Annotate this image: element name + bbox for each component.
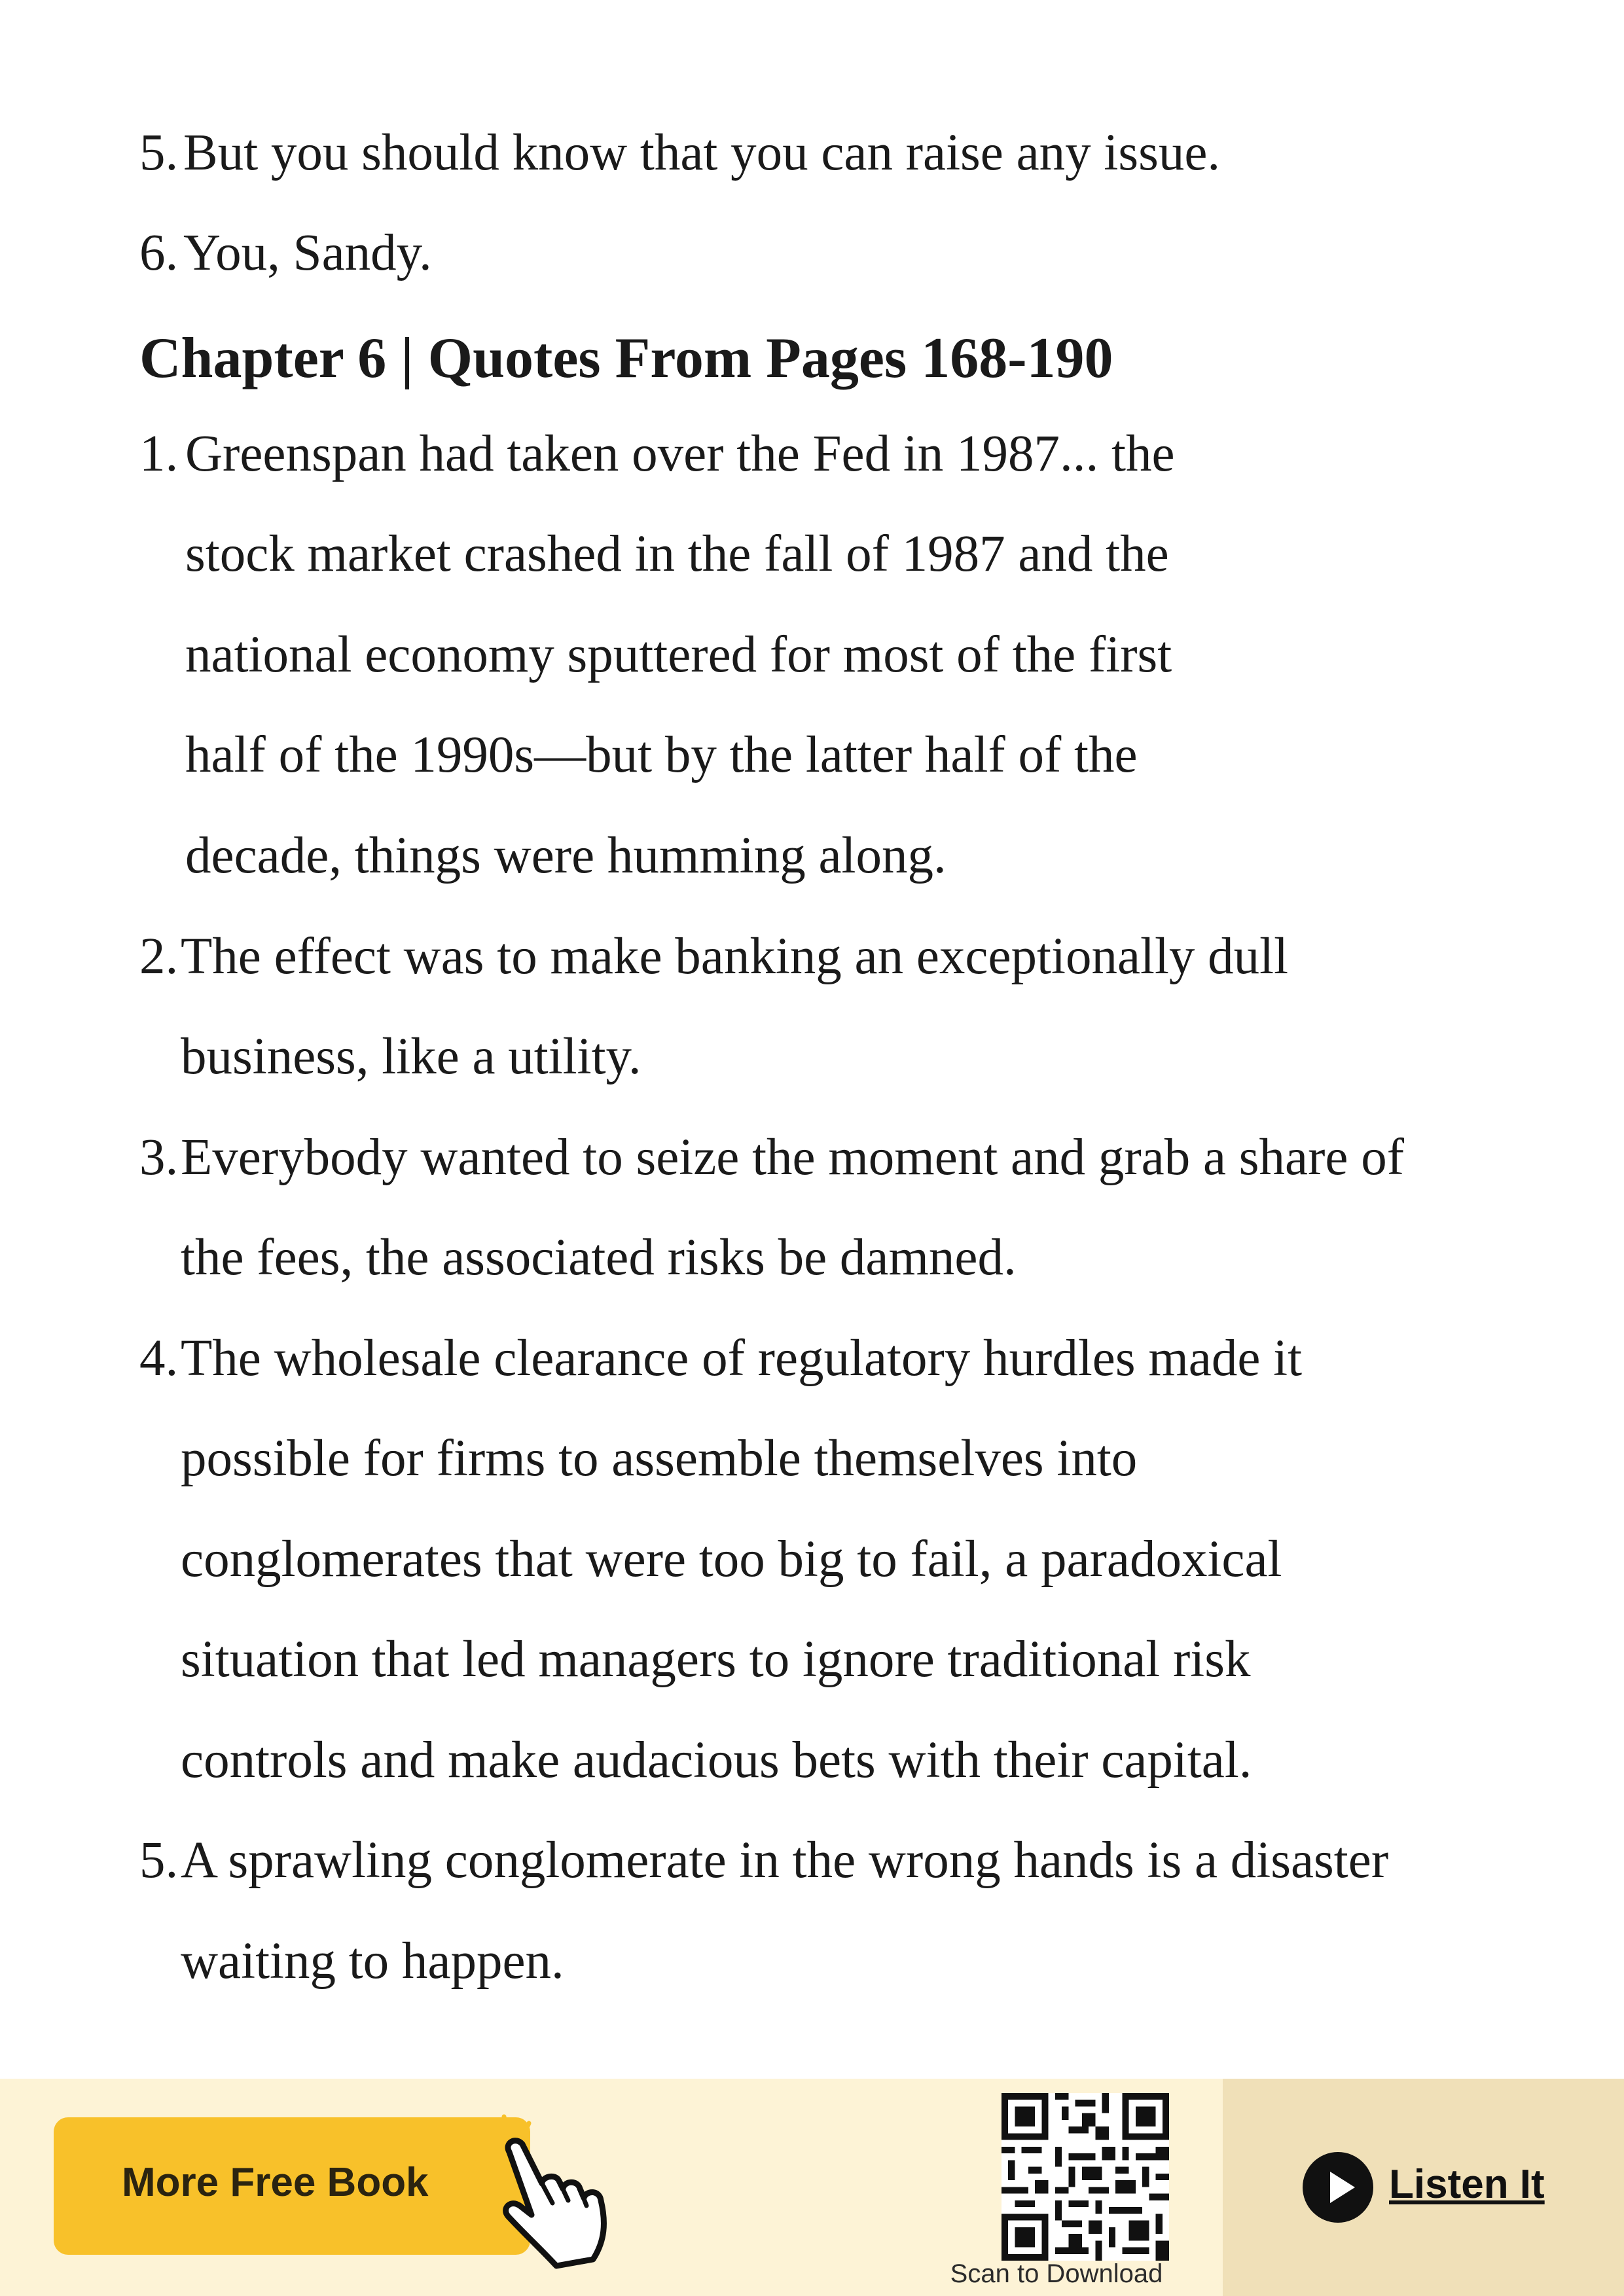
quote-line: half of the 1990s—but by the latter half of the <box>185 726 1138 783</box>
quote-line: the fees, the associated risks be damned. <box>181 1229 1017 1286</box>
quote-item: 5.A sprawling conglomerate in the wrong hands is a disaster <box>139 1832 1389 1889</box>
footer-banner <box>0 2079 1624 2296</box>
scan-to-download-label: Scan to Download <box>950 2259 1163 2288</box>
list-item: 5.But you should know that you can raise any issue. <box>139 124 1221 181</box>
quote-line: situation that led managers to ignore traditional risk <box>181 1631 1251 1688</box>
chapter-heading: Chapter 6 | Quotes From Pages 168-190 <box>139 327 1113 390</box>
list-item: 6.You, Sandy. <box>139 224 432 281</box>
play-icon[interactable] <box>1303 2152 1373 2223</box>
more-free-book-label: More Free Book <box>122 2160 429 2205</box>
quote-item: 4.The wholesale clearance of regulatory hurdles made it <box>139 1330 1303 1387</box>
quote-line: possible for firms to assemble themselves into <box>181 1430 1138 1487</box>
quote-line: business, like a utility. <box>181 1028 641 1085</box>
quote-line: national economy sputtered for most of the first <box>185 626 1172 683</box>
quote-line: decade, things were humming along. <box>185 827 947 884</box>
quote-item: 1. Greenspan had taken over the Fed in 1987... the <box>139 425 1175 482</box>
quote-line: conglomerates that were too big to fail, a paradoxical <box>181 1531 1282 1588</box>
listen-it-link[interactable]: Listen It <box>1389 2162 1545 2207</box>
pointing-hand-icon <box>458 2105 628 2275</box>
quote-line: waiting to happen. <box>181 1933 564 1990</box>
quote-item: 2.The effect was to make banking an exceptionally dull <box>139 928 1289 985</box>
quote-line: controls and make audacious bets with their capital. <box>181 1732 1252 1789</box>
quote-line: stock market crashed in the fall of 1987 and the <box>185 526 1169 583</box>
qr-code-icon <box>1001 2093 1169 2261</box>
quote-item: 3.Everybody wanted to seize the moment and grab a share of <box>139 1129 1404 1186</box>
